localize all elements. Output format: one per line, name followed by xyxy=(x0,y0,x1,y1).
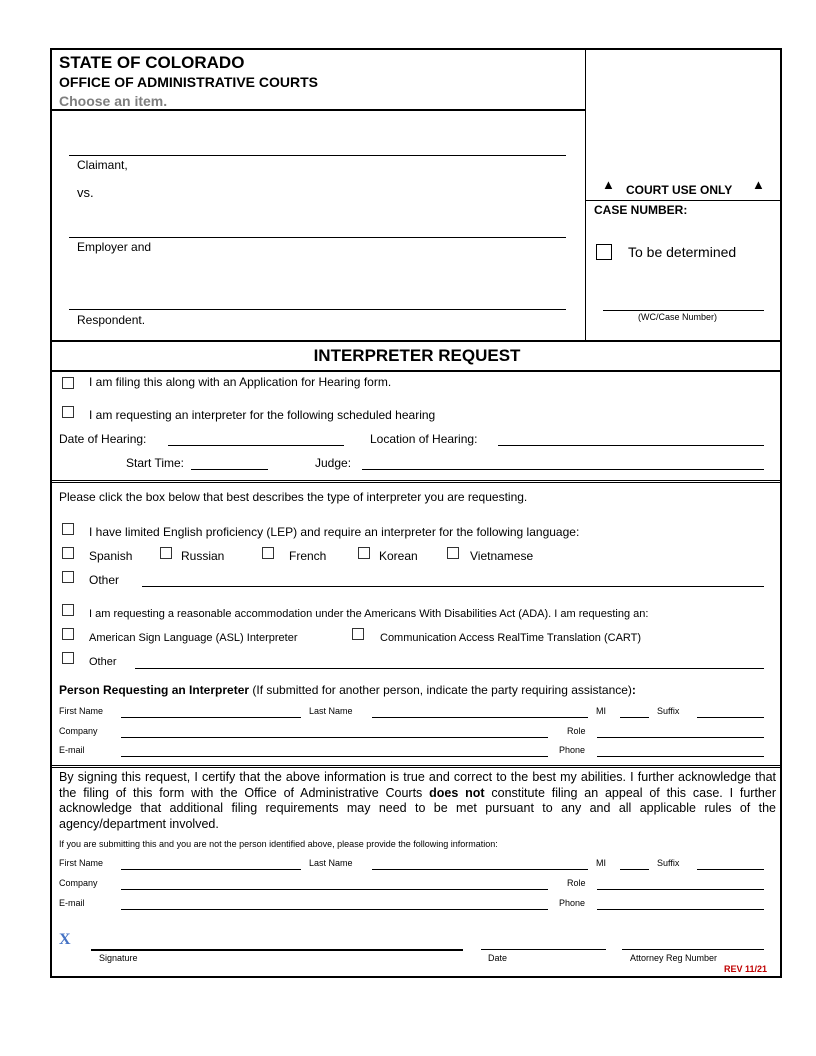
location-of-hearing-label: Location of Hearing: xyxy=(370,432,478,446)
date-line[interactable] xyxy=(481,949,606,950)
submitter-role-field[interactable] xyxy=(597,889,764,890)
date-of-hearing-field[interactable] xyxy=(168,445,344,446)
email-label: E-mail xyxy=(59,745,85,755)
submitter-mi-field[interactable] xyxy=(620,869,649,870)
court-divider xyxy=(586,200,782,201)
other-language-label: Other xyxy=(89,573,120,587)
wc-case-label: (WC/Case Number) xyxy=(638,312,718,322)
judge-field[interactable] xyxy=(362,469,764,470)
arrow-up-icon: ▲ xyxy=(752,177,765,192)
scheduled-hearing-label: I am requesting an interpreter for the following scheduled hearing xyxy=(89,408,436,422)
arrow-up-icon: ▲ xyxy=(602,177,615,192)
spanish-label: Spanish xyxy=(89,549,133,563)
submitter-last-name-field[interactable] xyxy=(372,869,588,870)
section-divider xyxy=(52,480,782,481)
claimant-line[interactable] xyxy=(69,155,566,156)
court-location-select[interactable]: Choose an item. xyxy=(59,93,168,109)
start-time-label: Start Time: xyxy=(126,456,185,470)
other-accommodation-checkbox[interactable] xyxy=(62,652,74,664)
respondent-line[interactable] xyxy=(69,309,566,310)
korean-label: Korean xyxy=(379,549,418,563)
company-field[interactable] xyxy=(121,737,548,738)
person-heading-bold: Person Requesting an Interpreter xyxy=(59,683,250,697)
vs-label: vs. xyxy=(77,185,94,200)
claimant-label: Claimant, xyxy=(77,158,128,172)
header-underline xyxy=(52,109,586,111)
submitter-company-label: Company xyxy=(59,878,98,888)
employer-label: Employer and xyxy=(77,240,152,254)
submitter-phone-label: Phone xyxy=(559,898,586,908)
form-title: INTERPRETER REQUEST xyxy=(313,346,521,365)
vietnamese-checkbox[interactable] xyxy=(447,547,459,559)
other-accommodation-label: Other xyxy=(89,656,117,668)
ada-label: I am requesting a reasonable accommodation under the Americans With Disabilities Act (ADA). I am requesting an: xyxy=(89,608,649,620)
mi-label: MI xyxy=(596,706,606,716)
company-label: Company xyxy=(59,726,98,736)
last-name-label: Last Name xyxy=(309,706,353,716)
person-heading-colon: : xyxy=(631,683,636,697)
signature-label: Signature xyxy=(99,953,138,963)
french-label: French xyxy=(289,549,327,563)
to-be-determined-label: To be determined xyxy=(628,244,737,260)
date-label: Date xyxy=(488,953,508,963)
application-checkbox[interactable] xyxy=(62,377,74,389)
lep-checkbox[interactable] xyxy=(62,523,74,535)
submitter-company-field[interactable] xyxy=(121,889,548,890)
submitter-email-label: E-mail xyxy=(59,898,85,908)
suffix-field[interactable] xyxy=(697,717,764,718)
attorney-reg-label: Attorney Reg Number xyxy=(630,953,718,963)
first-name-label: First Name xyxy=(59,706,104,716)
french-checkbox[interactable] xyxy=(262,547,274,559)
cart-checkbox[interactable] xyxy=(352,628,364,640)
employer-line[interactable] xyxy=(69,237,566,238)
location-of-hearing-field[interactable] xyxy=(498,445,764,446)
role-field[interactable] xyxy=(597,737,764,738)
attorney-reg-line[interactable] xyxy=(622,949,764,950)
cart-label: Communication Access RealTime Translation (CART) xyxy=(380,632,642,644)
submitter-suffix-field[interactable] xyxy=(697,869,764,870)
respondent-label: Respondent. xyxy=(77,313,146,327)
ada-checkbox[interactable] xyxy=(62,604,74,616)
person-heading-note: (If submitted for another person, indicate the party requiring assistance) xyxy=(249,683,632,697)
type-instruction: Please click the box below that best describes the type of interpreter you are requesting. xyxy=(59,490,528,504)
section-divider xyxy=(52,767,782,768)
last-name-field[interactable] xyxy=(372,717,588,718)
certification-text-1: By signing this request, I certify that the above information is true and correct to the best my abilities. I further acknowledge that the filing of this form with the Office of Administrative Courts xyxy=(59,770,776,800)
signature-line[interactable] xyxy=(91,949,463,951)
not-person-note: If you are submitting this and you are not the person identified above, please provide the following information: xyxy=(59,839,498,849)
submitter-last-name-label: Last Name xyxy=(309,858,353,868)
first-name-field[interactable] xyxy=(121,717,301,718)
mi-field[interactable] xyxy=(620,717,649,718)
korean-checkbox[interactable] xyxy=(358,547,370,559)
submitter-first-name-label: First Name xyxy=(59,858,104,868)
lep-label: I have limited English proficiency (LEP) and require an interpreter for the following language: xyxy=(89,525,580,539)
other-language-checkbox[interactable] xyxy=(62,571,74,583)
case-number-label: CASE NUMBER: xyxy=(594,203,688,217)
to-be-determined-checkbox[interactable] xyxy=(596,244,612,260)
date-of-hearing-label: Date of Hearing: xyxy=(59,432,147,446)
state-title: STATE OF COLORADO xyxy=(59,53,245,72)
start-time-field[interactable] xyxy=(191,469,268,470)
other-language-field[interactable] xyxy=(142,586,764,587)
title-bottom-border xyxy=(52,370,782,372)
phone-label: Phone xyxy=(559,745,586,755)
section-divider xyxy=(52,765,782,766)
submitter-suffix-label: Suffix xyxy=(657,858,680,868)
application-label: I am filing this along with an Application for Hearing form. xyxy=(89,375,392,389)
submitter-mi-label: MI xyxy=(596,858,606,868)
other-accommodation-field[interactable] xyxy=(135,668,764,669)
scheduled-hearing-checkbox[interactable] xyxy=(62,406,74,418)
person-heading xyxy=(59,683,636,697)
role-label: Role xyxy=(567,726,586,736)
caption-divider xyxy=(585,50,586,340)
phone-field[interactable] xyxy=(597,756,764,757)
submitter-first-name-field[interactable] xyxy=(121,869,301,870)
revision-label: REV 11/21 xyxy=(724,964,768,974)
email-field[interactable] xyxy=(121,756,548,757)
signature-x-icon: X xyxy=(59,931,71,948)
submitter-email-field[interactable] xyxy=(121,909,548,910)
suffix-label: Suffix xyxy=(657,706,680,716)
case-number-line[interactable] xyxy=(603,310,764,311)
submitter-phone-field[interactable] xyxy=(597,909,764,910)
certification-does-not: does not xyxy=(429,785,485,800)
section-divider xyxy=(52,482,782,483)
title-top-border xyxy=(52,340,782,342)
vietnamese-label: Vietnamese xyxy=(470,549,534,563)
certification-text xyxy=(59,770,776,832)
russian-checkbox[interactable] xyxy=(160,547,172,559)
asl-checkbox[interactable] xyxy=(62,628,74,640)
russian-label: Russian xyxy=(181,549,225,563)
asl-label: American Sign Language (ASL) Interpreter xyxy=(89,632,298,644)
spanish-checkbox[interactable] xyxy=(62,547,74,559)
certification-text-2: constitute filing an appeal of this case. I further acknowledge that additional filing requirements may need to be met pursuant to any and all applicable rules of the agency/department involved. xyxy=(59,785,776,831)
submitter-role-label: Role xyxy=(567,878,586,888)
office-title: OFFICE OF ADMINISTRATIVE COURTS xyxy=(59,74,318,90)
judge-label: Judge: xyxy=(315,456,352,470)
court-use-label: COURT USE ONLY xyxy=(626,183,733,197)
